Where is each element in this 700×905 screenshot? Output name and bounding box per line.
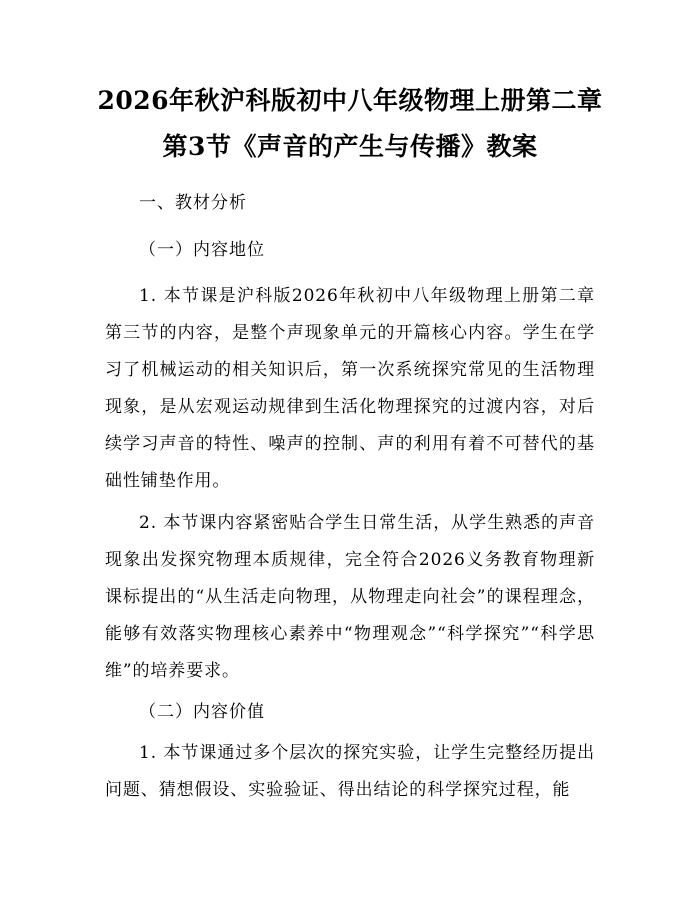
subsection-heading-content-value: （二）内容价值 bbox=[139, 702, 265, 722]
subsection-heading-content-position: （一）内容地位 bbox=[139, 240, 265, 260]
section-heading-textbook-analysis: 一、教材分析 bbox=[139, 193, 247, 213]
paragraph-content-position-1: 1. 本节课是沪科版2026年秋初中八年级物理上册第二章第三节的内容，是整个声现象单元的开篇核心内容。学生在学习了机械运动的相关知识后，第一次系统探究常见的生活物理现象，是从宏观运动规律到生活化物理探究的过渡内容，对后续学习声音的特性、噪声的控制、声的利用有着不可替代的基础性铺垫作用。 bbox=[105, 286, 595, 491]
paragraph-content-position-2: 2. 本节课内容紧密贴合学生日常生活，从学生熟悉的声音现象出发探究物理本质规律，完全符合2026义务教育物理新课标提出的“从生活走向物理，从物理走向社会”的课程理念，能够有效落实物理核心素养中“物理观念”“科学探究”“科学思维”的培养要求。 bbox=[105, 513, 595, 681]
document-title-line-2: 第3节《声音的产生与传播》教案 bbox=[162, 132, 538, 161]
paragraph-content-value-1: 1. 本节课通过多个层次的探究实验，让学生完整经历提出问题、猜想假设、实验验证、得出结论的科学探究过程，能 bbox=[105, 743, 595, 800]
document-title-line-1: 2026年秋沪科版初中八年级物理上册第二章 bbox=[97, 86, 603, 115]
